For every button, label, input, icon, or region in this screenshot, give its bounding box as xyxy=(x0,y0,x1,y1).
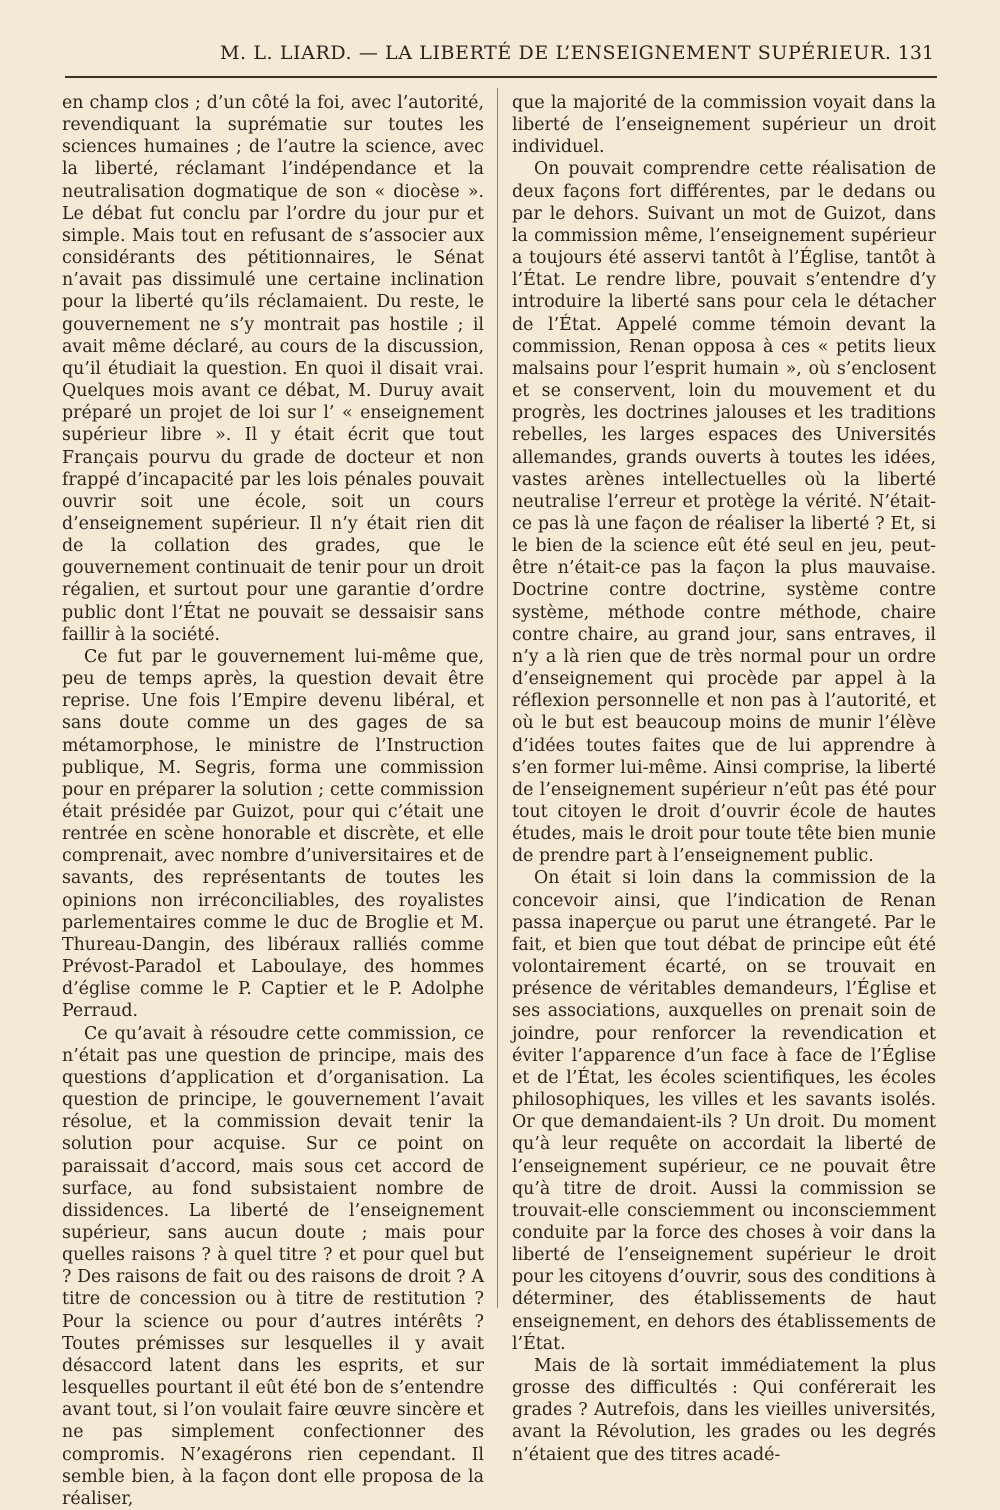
running-header xyxy=(60,42,940,72)
paragraph: Ce fut par le gouvernement lui-même que, peu de temps après, la question devait être reprise. Une fois l’Empire devenu libéral, et sans doute comme un des gages de sa métamorphose, le ministre de l’Instruction publique, M. Segris, forma une commission pour en préparer la solution ; cette commission était présidée par Guizot, pour qui c’était une rentrée en scène honorable et discrète, et elle comprenait, avec nombre d’universitaires et de savants, des représentants de toutes les opinions non irréconciliables, des royalistes parlementaires comme le duc de Broglie et M. Thureau-Dangin, des libéraux ralliés comme Prévost-Paradol et Laboulaye, des hommes d’église comme le P. Captier et le P. Adolphe Perraud. xyxy=(62,646,484,1022)
column-divider xyxy=(497,88,498,1308)
paragraph: Ce qu’avait à résoudre cette commission, ce n’était pas une question de principe, mais des questions d’application et d’organisation. La question de principe, le gouvernement l’avait résolue, et la commission devait tenir la solution pour acquise. Sur ce point on paraissait d’accord, mais sous cet accord de surface, au fond subsistaient nombre de dissidences. La liberté de l’enseignement supérieur, sans aucun doute ; mais pour quelles raisons ? à quel titre ? et pour quel but ? Des raisons de fait ou des raisons de droit ? A titre de concession ou à titre de restitution ? Pour la science ou pour d’autres intérêts ? Toutes prémisses sur lesquelles il y avait désaccord latent dans les esprits, et sur lesquelles pourtant il eût été bon de s’entendre avant tout, si l’on voulait faire œuvre sincère et ne pas simplement confectionner des compromis. N’exagérons rien cependant. Il semble bien, à la façon dont elle proposa de la réaliser, xyxy=(62,1023,484,1509)
paragraph: Mais de là sortait immédiatement la plus grosse des difficultés : Qui conférerait les grades ? Autrefois, dans les vieilles universités, avant la Révolution, les grades ou les degrés n’étaient que des titres acadé- xyxy=(512,1355,936,1465)
page-number: 131 xyxy=(897,42,934,64)
paragraph: que la majorité de la commission voyait dans la liberté de l’enseignement supérieur un droit individuel. xyxy=(512,93,936,158)
left-column xyxy=(62,92,484,1510)
header-rule xyxy=(65,76,937,78)
paragraph: On était si loin dans la commission de la concevoir ainsi, que l’indication de Renan passa inaperçue ou parut une étrangeté. Par le fait, et bien que tout débat de principe eût été volontairement écarté, on se trouvait en présence de véritables demandeurs, l’Église et ses associations, auxquelles on prenait soin de joindre, pour renforcer la revendication et éviter l’apparence d’un face à face de l’Église et de l’État, les écoles scientifiques, les écoles philosophiques, les villes et les savants isolés. Or que demandaient-ils ? Un droit. Du moment qu’à leur requête on accordait la liberté de l’enseignement supérieur, ce ne pouvait être qu’à titre de droit. Aussi la commission se trouvait-elle consciemment ou inconsciemment conduite par la force des choses à voir dans la liberté de l’enseignement supérieur le droit pour les citoyens d’ouvrir, sous des conditions à déterminer, des établissements de haut enseignement, en dehors des établissements de l’État. xyxy=(512,868,936,1354)
running-title: M. L. LIARD. — LA LIBERTÉ DE L’ENSEIGNEMENT SUPÉRIEUR. xyxy=(220,42,892,64)
paragraph: On pouvait comprendre cette réalisation de deux façons fort différentes, par le dedans ou par le dehors. Suivant un mot de Guizot, dans la commission même, l’enseignement supérieur a toujours été asservi tantôt à l’Église, tantôt à l’État. Le rendre libre, pouvait s’entendre d’y introduire la liberté sans pour cela le détacher de l’État. Appelé comme témoin devant la commission, Renan opposa à ces « petits lieux malsains pour l’esprit humain », où s’enclosent et se conservent, loin du mouvement et du progrès, les doctrines jalouses et les traditions rebelles, les larges espaces des Universités allemandes, grands ouverts à toutes les idées, vastes arènes intellectuelles où la liberté neutralise l’erreur et protège la vérité. N’était-ce pas là une façon de réaliser la liberté ? Et, si le bien de la science eût été seul en jeu, peut-être n’était-ce pas la façon la plus mauvaise. Doctrine contre doctrine, système contre système, méthode contre méthode, chaire contre chaire, au grand jour, sans entraves, il n’y a là rien que de très normal pour un ordre d’enseignement qui procède par appel à la réflexion personnelle et non pas à l’autorité, et où le but est beaucoup moins de munir l’élève d’idées toutes faites que de lui apprendre à s’en former lui-même. Ainsi comprise, la liberté de l’enseignement supérieur n’eût pas été pour tout citoyen le droit d’ouvrir école de hautes études, mais le droit pour toute tête bien munie de prendre part à l’enseignement public. xyxy=(512,159,936,867)
right-column xyxy=(512,92,936,1466)
paragraph: en champ clos ; d’un côté la foi, avec l’autorité, revendiquant la suprématie sur toutes les sciences humaines ; de l’autre la science, avec la liberté, réclamant l’indépendance et la neutralisation dogmatique de son « diocèse ». Le débat fut conclu par l’ordre du jour pur et simple. Mais tout en refusant de s’associer aux considérants des pétitionnaires, le Sénat n’avait pas dissimulé une certaine inclination pour la liberté qu’ils réclamaient. Du reste, le gouvernement ne s’y montrait pas hostile ; il avait même déclaré, au cours de la discussion, qu’il étudiait la question. En quoi il disait vrai. Quelques mois avant ce débat, M. Duruy avait préparé un projet de loi sur l’ « enseignement supérieur libre ». Il y était écrit que tout Français pourvu du grade de docteur et non frappé d’incapacité par les lois pénales pouvait ouvrir soit une école, soit un cours d’enseignement supérieur. Il n’y était rien dit de la collation des grades, que le gouvernement continuait de tenir pour un droit régalien, et surtout pour une garantie d’ordre public dont l’État ne pouvait se dessaisir sans faillir à la société. xyxy=(62,93,484,645)
